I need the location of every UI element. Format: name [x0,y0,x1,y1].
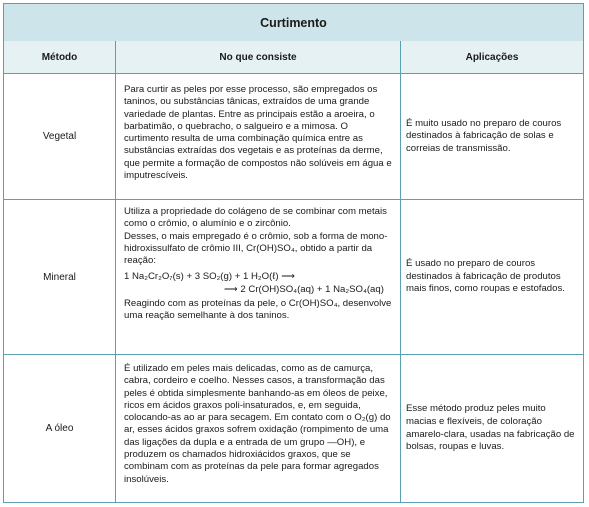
table-row-mineral [4,200,583,355]
curtimento-table [3,3,584,503]
column-divider [400,41,401,502]
table-row-oleo [4,355,583,502]
equation-line: 1 Na₂Cr₂O₇(s) + 3 SO₂(g) + 1 H₂O(ℓ) ⟶ [124,271,295,283]
description-cell: É utilizado em peles mais delicadas, como as de camurça, cabra, cordeiro e coelho. Nesses casos, a transformação das peles é obtida simplesmente banhando-as em óleos de peixe, ricos em ácidos graxos poli-insaturados, e, em seguida, colocando-as ao ar para secagem. Em contato com o O₂(g) do ar, esses ácidos graxos sofrem oxidação (rompimento de uma das ligações da dupla e a entrada de um grupo —OH), e produzem os chamados hidroxiácidos graxos, que se combinam com as proteínas da pele para formar agregados insolúveis. [124,363,391,485]
method-cell: A óleo [45,423,74,434]
equation-line: ⟶ 2 Cr(OH)SO₄(aq) + 1 Na₂SO₄(aq) [224,283,384,295]
description-paragraph: Desses, o mais empregado é o crômio, sob a forma de mono-hidroxissulfato de crômio III, Cr(OH)SO₄, obtido a partir da reação: [124,230,388,267]
description-paragraph: Utiliza a propriedade do colágeno de se combinar com metais como o crômio, o alumínio e o zircônio. [124,206,387,230]
applications-cell: É muito usado no preparo de couros destinados à fabricação de solas e correias de transmissão. [406,117,562,154]
description-cell [124,206,392,323]
header-applications: Aplicações [401,41,583,74]
method-cell: Mineral [43,271,76,283]
applications-cell: Esse método produz peles muito macias e flexíveis, de coloração amarelo-clara, usadas na fabricação de bolsas, roupas e luvas. [406,403,575,453]
description-cell: Para curtir as peles por esse processo, são empregados os taninos, ou substâncias tânicas, extraídos de uma grande variedade de plantas. Entre as principais estão a aroeira, o barbatimão, o quebracho, o salgueiro e a mimosa. O curtimento resulta de uma combinação química entre as substâncias extraídas dos vegetais e as proteínas da derme, que permite a formação de compostos não solúveis em água e imputrescíveis. [124,84,392,182]
applications-cell: É usado no preparo de couros destinados à fabricação de produtos mais finos, como roupas e estofados. [406,258,565,295]
chemical-equation [124,271,392,296]
description-paragraph: Reagindo com as proteínas da pele, o Cr(OH)SO₄, desenvolve uma reação semelhante à dos taninos. [124,298,392,322]
table-title: Curtimento [4,4,583,42]
header-description: No que consiste [116,41,400,74]
method-cell: Vegetal [42,131,77,142]
table-row-vegetal [4,74,583,200]
header-method: Método [4,41,115,74]
column-divider [115,41,116,502]
